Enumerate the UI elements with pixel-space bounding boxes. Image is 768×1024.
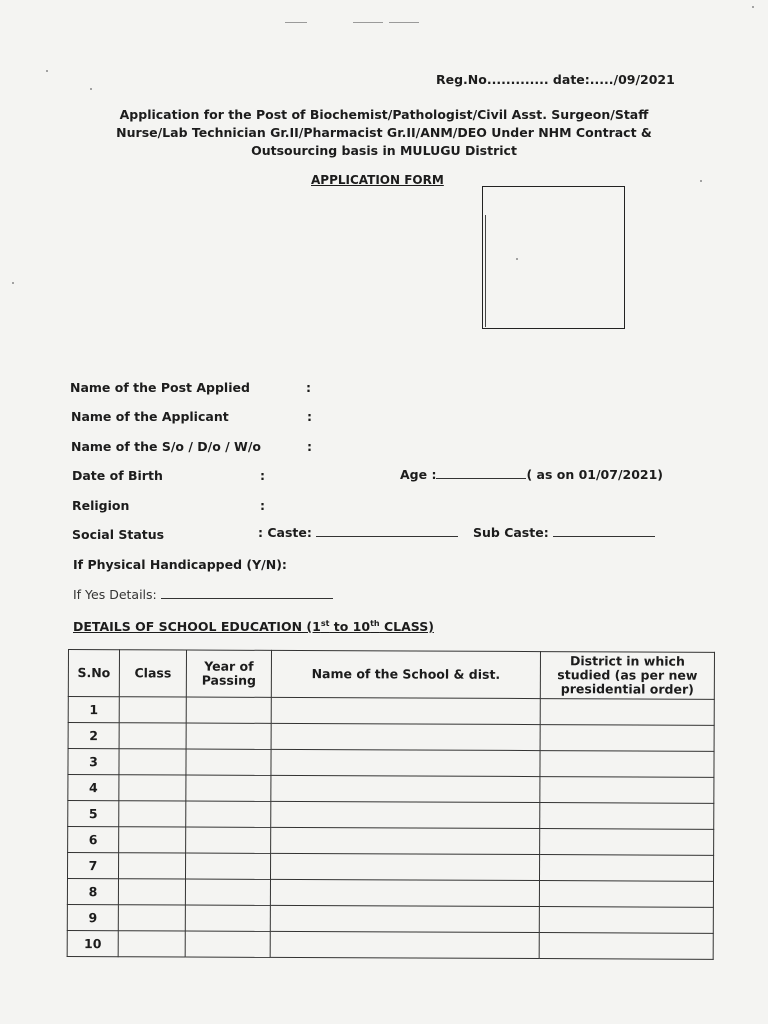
table-row xyxy=(68,723,714,752)
row-sno: 4 xyxy=(68,775,119,801)
year-cell[interactable] xyxy=(186,801,271,827)
reg-no-date-line: Reg.No............. date:...../09/2021 xyxy=(436,72,675,87)
row-sno: 8 xyxy=(67,879,118,905)
if-yes-details-label: If Yes Details: xyxy=(73,587,157,602)
header-year-of-passing: Year of Passing xyxy=(186,650,271,697)
application-form-heading: APPLICATION FORM xyxy=(311,173,444,187)
row-sno: 5 xyxy=(68,801,119,827)
row-sno: 9 xyxy=(67,904,118,930)
age-blank-line xyxy=(436,467,526,479)
photo-box xyxy=(482,186,625,329)
school-cell[interactable] xyxy=(271,775,540,802)
relation-name-field xyxy=(71,439,312,454)
scan-speck xyxy=(12,282,14,284)
school-education-heading-mid: to 10 xyxy=(329,619,371,635)
district-cell[interactable] xyxy=(540,829,714,856)
district-cell[interactable] xyxy=(539,855,713,882)
scan-speck xyxy=(752,6,754,8)
sub-caste-field xyxy=(473,525,655,540)
year-cell[interactable] xyxy=(186,723,271,749)
age-field xyxy=(400,467,663,482)
sub-caste-blank-line xyxy=(553,525,655,537)
dob-label: Date of Birth xyxy=(72,468,163,483)
scan-speck xyxy=(90,88,92,90)
row-sno: 6 xyxy=(68,827,119,853)
header-class: Class xyxy=(119,650,186,697)
row-sno: 1 xyxy=(68,697,119,723)
table-row xyxy=(68,775,714,804)
field-colon: : xyxy=(260,498,265,513)
class-cell[interactable] xyxy=(118,879,185,905)
school-education-heading-suffix: CLASS) xyxy=(379,619,434,635)
row-sno: 3 xyxy=(68,749,119,775)
year-cell[interactable] xyxy=(185,905,270,931)
handicapped-field xyxy=(73,557,287,572)
table-row xyxy=(67,853,713,882)
table-row xyxy=(67,879,713,908)
school-cell[interactable] xyxy=(271,697,540,724)
year-cell[interactable] xyxy=(185,853,270,879)
field-colon: : xyxy=(307,409,312,424)
school-cell[interactable] xyxy=(271,723,540,750)
table-row xyxy=(68,801,714,830)
school-cell[interactable] xyxy=(270,931,539,958)
district-cell[interactable] xyxy=(540,699,714,726)
scan-speck xyxy=(46,70,48,72)
school-cell[interactable] xyxy=(271,801,540,828)
table-row xyxy=(68,697,714,726)
school-cell[interactable] xyxy=(271,749,540,776)
table-row xyxy=(67,904,713,933)
class-cell[interactable] xyxy=(119,749,186,775)
school-cell[interactable] xyxy=(270,879,539,906)
sub-caste-label: Sub Caste: xyxy=(473,525,549,540)
caste-field xyxy=(258,525,458,540)
header-district: District in which studied (as per new presidential order) xyxy=(540,652,714,700)
religion-field xyxy=(72,498,265,513)
applicant-name-field xyxy=(71,409,312,424)
caste-label: : Caste: xyxy=(258,525,312,540)
class-cell[interactable] xyxy=(118,853,185,879)
table-row xyxy=(68,749,714,778)
year-cell[interactable] xyxy=(186,775,271,801)
year-cell[interactable] xyxy=(185,879,270,905)
year-cell[interactable] xyxy=(186,827,271,853)
scan-artifact-lines xyxy=(285,22,445,24)
school-education-heading-text: DETAILS OF SCHOOL EDUCATION (1 xyxy=(73,619,321,635)
year-cell[interactable] xyxy=(185,931,270,957)
school-cell[interactable] xyxy=(271,827,540,854)
caste-blank-line xyxy=(316,525,458,537)
school-cell[interactable] xyxy=(270,905,539,932)
class-cell[interactable] xyxy=(119,827,186,853)
school-education-table xyxy=(67,649,715,960)
age-note: ( as on 01/07/2021) xyxy=(526,467,664,482)
district-cell[interactable] xyxy=(540,751,714,778)
field-colon: : xyxy=(260,468,265,483)
class-cell[interactable] xyxy=(119,697,186,723)
post-applied-field xyxy=(70,380,311,395)
social-status-label: Social Status xyxy=(72,527,165,542)
class-cell[interactable] xyxy=(118,905,185,931)
relation-name-label: Name of the S/o / D/o / W/o xyxy=(71,439,261,454)
header-sno: S.No xyxy=(68,650,119,697)
year-cell[interactable] xyxy=(186,697,271,723)
religion-label: Religion xyxy=(72,498,130,513)
handicapped-label: If Physical Handicapped (Y/N): xyxy=(73,557,287,572)
application-title: Application for the Post of Biochemist/Pathologist/Civil Asst. Surgeon/Staff Nurse/Lab Technician Gr.II/Pharmacist Gr.II/ANM/DEO Under NHM Contract & Outsourcing basis in MULUGU District xyxy=(116,107,652,158)
school-cell[interactable] xyxy=(270,853,539,880)
district-cell[interactable] xyxy=(539,881,713,908)
row-sno: 7 xyxy=(67,853,118,879)
district-cell[interactable] xyxy=(540,725,714,752)
if-yes-blank-line xyxy=(161,587,333,599)
if-yes-details-field xyxy=(73,587,333,602)
district-cell[interactable] xyxy=(539,907,713,934)
school-education-heading xyxy=(73,619,434,634)
district-cell[interactable] xyxy=(540,803,714,830)
superscript-st: st xyxy=(320,619,330,628)
class-cell[interactable] xyxy=(119,775,186,801)
class-cell[interactable] xyxy=(118,931,185,957)
field-colon: : xyxy=(307,439,312,454)
district-cell[interactable] xyxy=(539,933,713,960)
applicant-name-label: Name of the Applicant xyxy=(71,409,229,424)
dob-field xyxy=(72,468,265,483)
table-row xyxy=(68,827,714,856)
scan-speck xyxy=(700,180,702,182)
age-label: Age : xyxy=(400,467,437,482)
district-cell[interactable] xyxy=(540,777,714,804)
post-applied-label: Name of the Post Applied xyxy=(70,380,250,395)
social-status-field xyxy=(72,527,164,542)
superscript-th: th xyxy=(370,619,380,628)
class-cell[interactable] xyxy=(119,801,186,827)
field-colon: : xyxy=(306,380,311,395)
header-school-name: Name of the School & dist. xyxy=(271,650,540,698)
row-sno: 2 xyxy=(68,723,119,749)
table-header-row xyxy=(68,650,714,700)
year-cell[interactable] xyxy=(186,749,271,775)
row-sno: 10 xyxy=(67,930,118,956)
class-cell[interactable] xyxy=(119,723,186,749)
table-row xyxy=(67,930,713,959)
